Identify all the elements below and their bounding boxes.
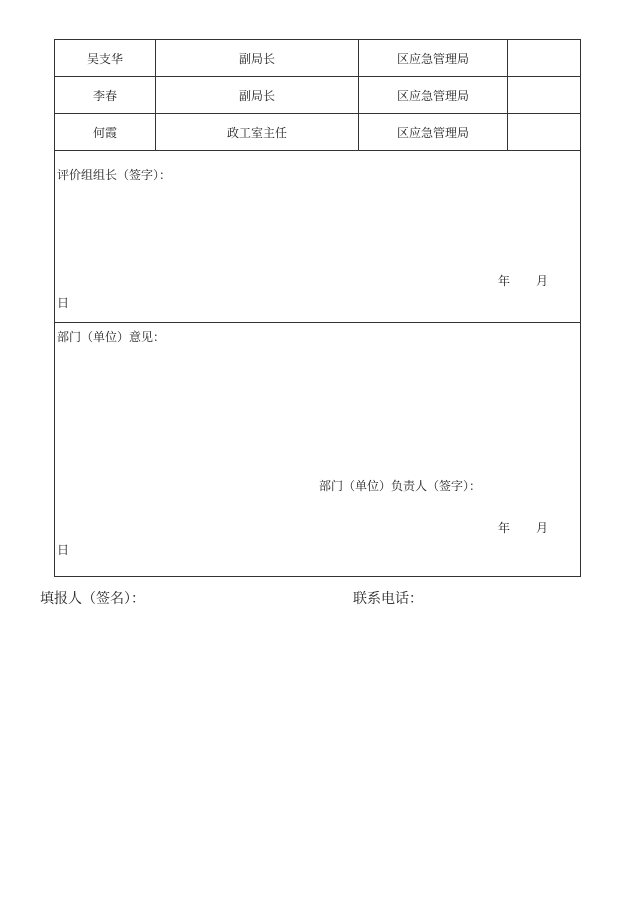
name-cell: 吴支华 <box>55 40 156 76</box>
opinion-month-label: 月 <box>536 521 549 535</box>
responsible-signature-label: 部门（单位）负责人（签字）： <box>319 479 482 493</box>
unit-cell: 区应急管理局 <box>359 40 508 76</box>
unit-cell: 区应急管理局 <box>359 77 508 113</box>
position-cell: 副局长 <box>156 40 359 76</box>
leader-signature-section <box>55 151 580 323</box>
leader-signature-label: 评价组组长（签字）： <box>57 168 172 182</box>
extra-cell <box>508 114 580 150</box>
position-cell: 副局长 <box>156 77 359 113</box>
leader-year-label: 年 <box>498 274 511 288</box>
extra-cell <box>508 77 580 113</box>
table-row <box>55 77 580 114</box>
department-opinion-section <box>55 323 580 576</box>
table-row <box>55 114 580 151</box>
leader-month-label: 月 <box>536 274 549 288</box>
opinion-day-label: 日 <box>57 543 70 557</box>
unit-cell: 区应急管理局 <box>359 114 508 150</box>
position-cell: 政工室主任 <box>156 114 359 150</box>
name-cell: 李春 <box>55 77 156 113</box>
table-row <box>55 40 580 77</box>
opinion-year-label: 年 <box>498 521 511 535</box>
evaluation-form-table <box>54 39 581 577</box>
department-opinion-label: 部门（单位）意见： <box>57 330 166 344</box>
filler-signature-label: 填报人（签名）： <box>40 591 145 607</box>
extra-cell <box>508 40 580 76</box>
name-cell: 何霞 <box>55 114 156 150</box>
leader-day-label: 日 <box>57 296 70 310</box>
contact-phone-label: 联系电话： <box>353 591 423 607</box>
